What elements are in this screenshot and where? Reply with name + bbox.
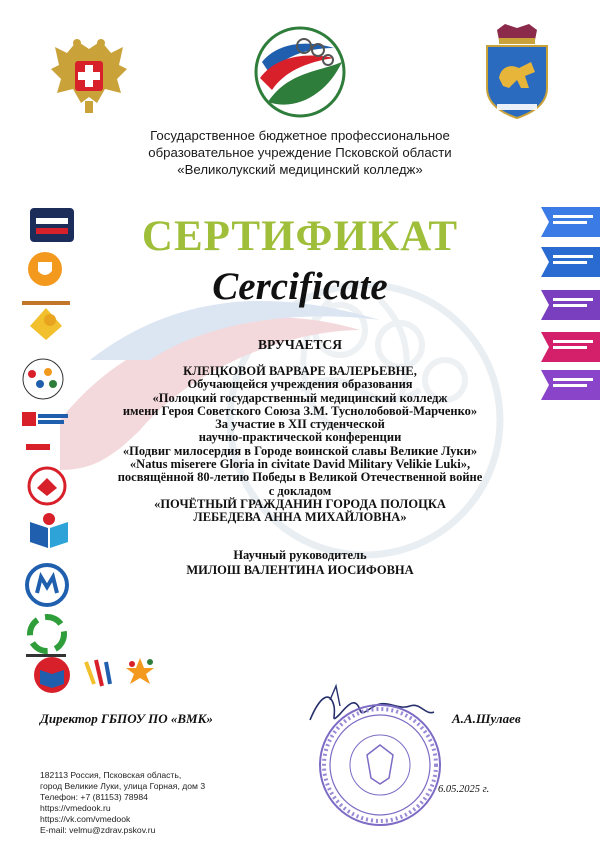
body-line: посвящённой 80-летию Победы в Великой Отечественной войне xyxy=(117,470,483,485)
certificate-body xyxy=(0,365,600,525)
address-line: E-mail: velmu@zdrav.pskov.ru xyxy=(40,825,156,835)
body-line: имени Героя Советского Союза З.М. Туснолобовой-Марченко» xyxy=(122,403,478,418)
presented-label: ВРУЧАЕТСЯ xyxy=(258,337,342,352)
body-line: «Natus miserere Gloria in civitate David Military Velikie Luki», xyxy=(129,457,471,472)
director-name: А.А.Шулаев xyxy=(452,711,521,726)
institution-header xyxy=(0,127,600,178)
body-line: Обучающейся учреждения образования xyxy=(187,377,413,392)
body-line: За участие в XII студенческой xyxy=(215,417,385,432)
supervisor-label: Научный руководитель xyxy=(233,548,367,562)
volunteers-russia-logo xyxy=(120,656,160,690)
address-line: Телефон: +7 (81153) 78984 xyxy=(40,792,148,802)
certificate-title-en: Cercificate xyxy=(212,265,388,308)
header-line-1: Государственное бюджетное профессиональное xyxy=(150,128,450,143)
body-line: ЛЕБЕДЕВА АННА МИХАЙЛОВНА» xyxy=(193,510,407,525)
director-label: Директор ГБПОУ ПО «ВМК» xyxy=(40,711,213,726)
body-line: научно-практической конференции xyxy=(198,430,402,445)
header-line-3: «Великолукский медицинский колледж» xyxy=(177,162,423,177)
issue-date: 6.05.2025 г. xyxy=(438,784,490,795)
supervisor-name: МИЛОШ ВАЛЕНТИНА ИОСИФОВНА xyxy=(186,563,414,577)
certificate-title-ru: СЕРТИФИКАТ xyxy=(141,213,459,260)
body-line: КЛЕЦКОВОЙ ВАРВАРЕ ВАЛЕРЬЕВНЕ, xyxy=(183,364,417,378)
address-line: https://vk.com/vmedook xyxy=(40,814,131,824)
body-line: с докладом xyxy=(268,483,332,498)
body-line: «Полоцкий государственный медицинский колледж xyxy=(152,390,448,405)
rmk-book-logo xyxy=(32,656,72,694)
official-stamp xyxy=(315,700,445,830)
header-line-2: образовательное учреждение Псковской области xyxy=(148,145,452,160)
contact-address xyxy=(40,770,205,836)
body-line: «ПОЧЁТНЫЙ ГРАЖДАНИН ГОРОДА ПОЛОЦКА xyxy=(154,496,446,511)
address-line: 182113 Россия, Псковская область, xyxy=(40,770,182,780)
pskov-oblast-emblem xyxy=(477,22,557,122)
ministry-eagle-emblem xyxy=(47,35,132,117)
body-line: «Подвиг милосердия в Городе воинской славы Великие Луки» xyxy=(122,443,478,458)
address-line: https://vmedook.ru xyxy=(40,803,111,813)
college-logo xyxy=(248,22,352,122)
address-line: город Великие Луки, улица Горная, дом 3 xyxy=(40,781,206,791)
stars-multicolor-logo xyxy=(80,658,120,688)
